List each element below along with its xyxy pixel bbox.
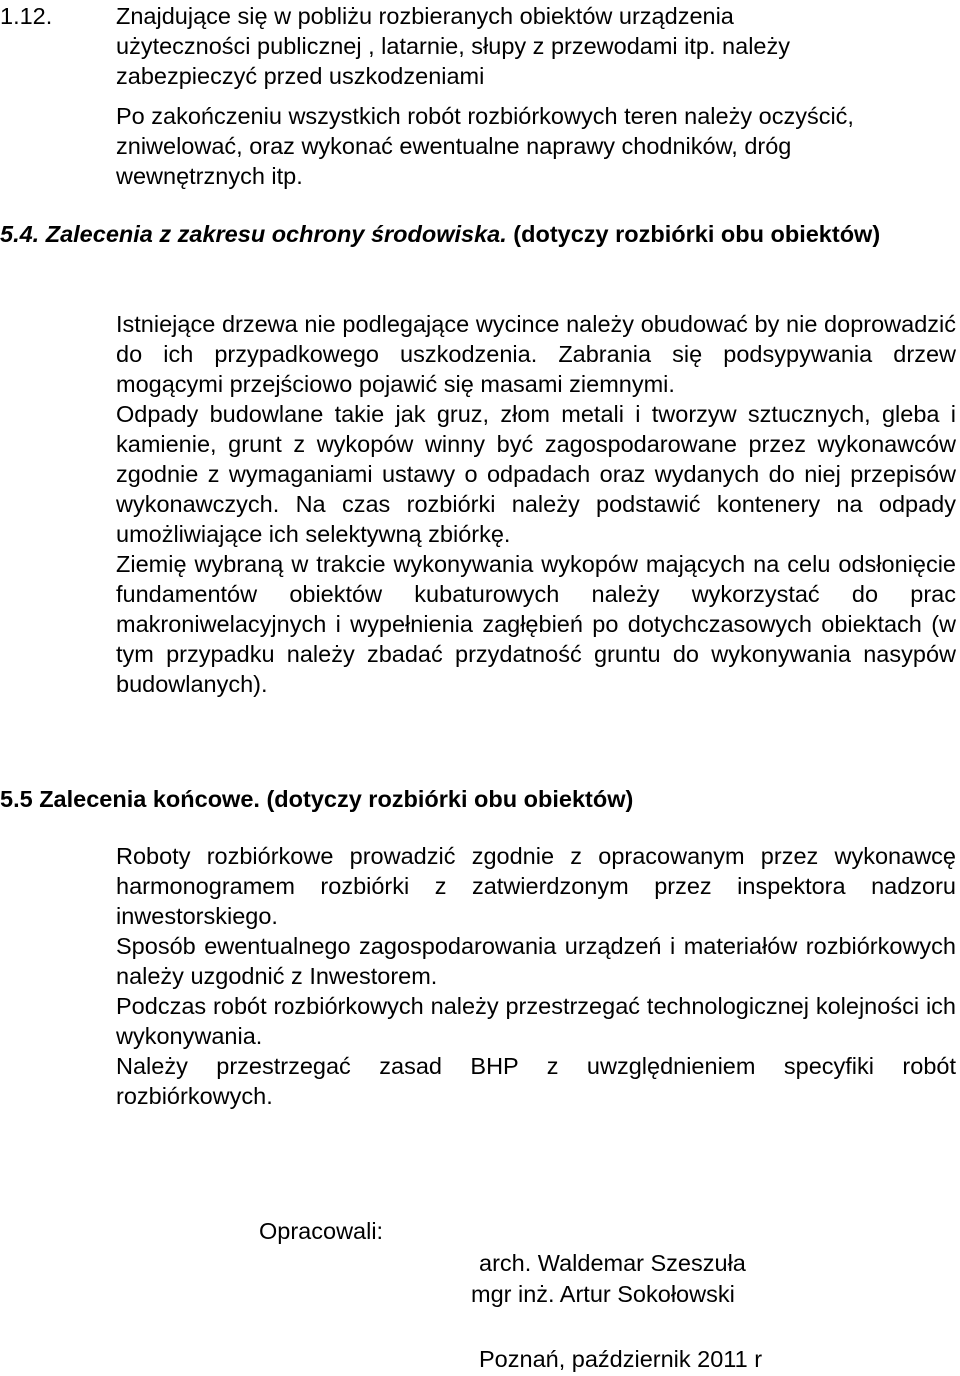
section-5-5-paragraph-3: Podczas robót rozbiórkowych należy przestrzegać technologicznej kolejności ich wykonywania. xyxy=(116,993,956,1049)
signature-place-date: Poznań, październik 2011 r xyxy=(479,1346,763,1372)
section-5-5-body xyxy=(116,841,956,1111)
section-5-5-paragraph-1: Roboty rozbiórkowe prowadzić zgodnie z opracowanym przez wykonawcę harmonogramem rozbiórki z zatwierdzonym przez inspektora nadzoru inwestorskiego. xyxy=(116,843,956,929)
section-1-12-paragraph-1: Znajdujące się w pobliżu rozbieranych obiektów urządzenia użyteczności publicznej , latarnie, słupy z przewodami itp. należy zabezpieczyć przed uszkodzeniami xyxy=(116,3,790,89)
section-5-4-paragraph-2: Odpady budowlane takie jak gruz, złom metali i tworzyw sztucznych, gleba i kamienie, grunt z wykopów winny być zagospodarowane przez wykonawców zgodnie z wymaganiami ustawy o odpadach oraz wydanych do niej przepisów wykonawczych. Na czas rozbiórki należy podstawić kontenery na odpady umożliwiające ich selektywną zbiórkę. xyxy=(116,401,956,547)
section-5-5-paragraph-2: Sposób ewentualnego zagospodarowania urządzeń i materiałów rozbiórkowych należy uzgodnić z Inwestorem. xyxy=(116,933,956,989)
section-5-4-heading-main: 5.4. Zalecenia z zakresu ochrony środowiska. xyxy=(0,221,507,247)
section-5-4-heading-rest: (dotyczy rozbiórki obu obiektów) xyxy=(506,221,881,247)
section-1-12-paragraph-2: Po zakończeniu wszystkich robót rozbiórkowych teren należy oczyścić, zniwelować, oraz wykonać ewentualne naprawy chodników, dróg wewnętrznych itp. xyxy=(116,103,854,189)
signature-author-1: arch. Waldemar Szeszuła xyxy=(479,1250,746,1276)
section-5-4-body xyxy=(116,309,956,699)
signature-author-2: mgr inż. Artur Sokołowski xyxy=(471,1281,735,1307)
section-5-4-paragraph-1: Istniejące drzewa nie podlegające wycince należy obudować by nie doprowadzić do ich przypadkowego uszkodzenia. Zabrania się podsypywania drzew mogącymi przejściowo pojawić się masami ziemnymi. xyxy=(116,311,956,397)
section-number-1-12: 1.12. xyxy=(0,3,53,29)
section-1-12-body xyxy=(116,1,956,91)
section-5-5-paragraph-4: Należy przestrzegać zasad BHP z uwzględnieniem specyfiki robót rozbiórkowych. xyxy=(116,1053,956,1109)
section-5-4-heading xyxy=(0,219,956,249)
section-5-5-heading: 5.5 Zalecenia końcowe. (dotyczy rozbiórki obu obiektów) xyxy=(0,786,634,812)
section-5-4-paragraph-3: Ziemię wybraną w trakcie wykonywania wykopów mających na celu odsłonięcie fundamentów obiektów kubaturowych należy wykorzystać do prac makroniwelacyjnych i wypełnienia zagłębień po dotychczasowych obiektach (w tym przypadku należy zbadać przydatność gruntu do wykonywania nasypów budowlanych). xyxy=(116,551,956,697)
signature-label: Opracowali: xyxy=(259,1218,384,1244)
section-1-12-body-2 xyxy=(116,101,956,191)
